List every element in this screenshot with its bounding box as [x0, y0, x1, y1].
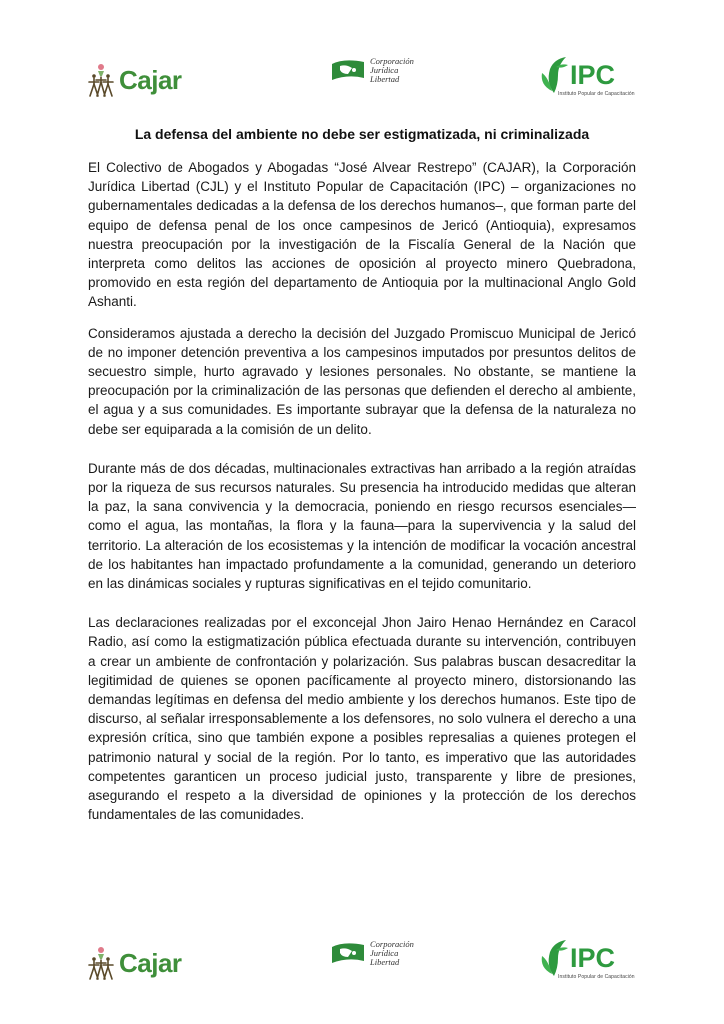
ipc-logo	[536, 55, 635, 97]
ipc-tree-icon	[536, 55, 570, 95]
cjl-line-2: Jurídica	[370, 65, 399, 75]
cjl-line-1: Corporación	[370, 939, 414, 949]
footer-logos	[0, 935, 724, 995]
ipc-subtitle: Instituto Popular de Capacitación	[558, 91, 635, 97]
paragraph-4: Las declaraciones realizadas por el exconcejal Jhon Jairo Henao Hernández en Caracol Radio, así como la estigmatización pública efectuada durante su intervención, contribuyen a crear un ambiente de confrontación y polarización. Sus palabras buscan desacreditar la legitimidad de quienes se oponen pacíficamente al proyecto minero, distorsionando las demandas legítimas en defensa del medio ambiente y los derechos humanos. Este tipo de discurso, al señalar irresponsablemente a los defensores, no solo vulnera el derecho a una expresión crítica, sino que también expone a posibles represalias a quienes protegen el patrimonio natural y social de la región. Por lo tanto, es imperativo que las autoridades competentes garanticen un proceso judicial justo, transparente y libre de presiones, asegurando el respeto a la diversidad de opiniones y la protección de los derechos fundamentales de las comunidades.	[88, 615, 636, 823]
cjl-line-2: Jurídica	[370, 948, 399, 958]
ipc-wordmark: IPC	[570, 59, 616, 90]
document-title: La defensa del ambiente no debe ser estigmatizada, ni criminalizada	[134, 126, 590, 142]
ipc-subtitle: Instituto Popular de Capacitación	[558, 974, 635, 980]
paragraph-1: El Colectivo de Abogados y Abogadas “José Alvear Restrepo” (CAJAR), la Corporación Jurídica Libertad (CJL) y el Instituto Popular de Capacitación (IPC) – organizaciones no gubernamentales dedicadas a la defensa de los derechos humanos–, que forman parte del equipo de defensa penal de los once campesinos de Jericó (Antioquia), expresamos nuestra preocupación por la investigación de la Fiscalía General de la Nación que interpreta como delitos las acciones de oposición al proyecto minero Quebradona, promovido en esta región del departamento de Antioquia por la multinacional Anglo Gold Ashanti.	[88, 160, 636, 310]
cajar-figures-icon	[86, 62, 116, 98]
cjl-flag-icon	[330, 941, 366, 967]
ipc-logo-footer	[536, 938, 635, 980]
document-body	[88, 158, 636, 837]
cjl-logo	[330, 57, 414, 84]
cajar-logo-footer	[86, 945, 182, 981]
cjl-wordmark	[370, 940, 414, 967]
cjl-line-3: Libertad	[370, 957, 400, 967]
cjl-logo-footer	[330, 940, 414, 967]
paragraph-2: Consideramos ajustada a derecho la decisión del Juzgado Promiscuo Municipal de Jericó de no imponer detención preventiva a los campesinos imputados por presuntos delitos de secuestro simple, hurto agravado y lesiones personales. No obstante, se mantiene la preocupación por la criminalización de las personas que defienden el derecho al ambiente, el agua y a sus comunidades. Es importante subrayar que la defensa de la naturaleza no debe ser equiparada a la comisión de un delito.	[88, 325, 636, 437]
cajar-figures-icon	[86, 945, 116, 981]
cjl-wordmark	[370, 57, 414, 84]
cajar-wordmark: Cajar	[119, 947, 182, 978]
cajar-logo	[86, 62, 182, 98]
cjl-line-3: Libertad	[370, 74, 400, 84]
paragraph-3: Durante más de dos décadas, multinacionales extractivas han arribado a la región atraídas por la riqueza de sus recursos naturales. Su presencia ha introducido medidas que alteran la paz, la sana convivencia y la democracia, poniendo en riesgo recursos esenciales—como el agua, las montañas, la flora y la fauna—para la supervivencia y la salud del territorio. La alteración de los ecosistemas y la intención de modificar la vocación ancestral de los habitantes han impactado profundamente a la comunidad, generando un deterioro en las dinámicas sociales y rupturas significativas en el tejido comunitario.	[88, 460, 636, 592]
ipc-tree-icon	[536, 938, 570, 978]
cjl-line-1: Corporación	[370, 56, 414, 66]
ipc-wordmark: IPC	[570, 942, 616, 973]
cjl-flag-icon	[330, 58, 366, 84]
cajar-wordmark: Cajar	[119, 64, 182, 95]
header-logos	[0, 52, 724, 112]
